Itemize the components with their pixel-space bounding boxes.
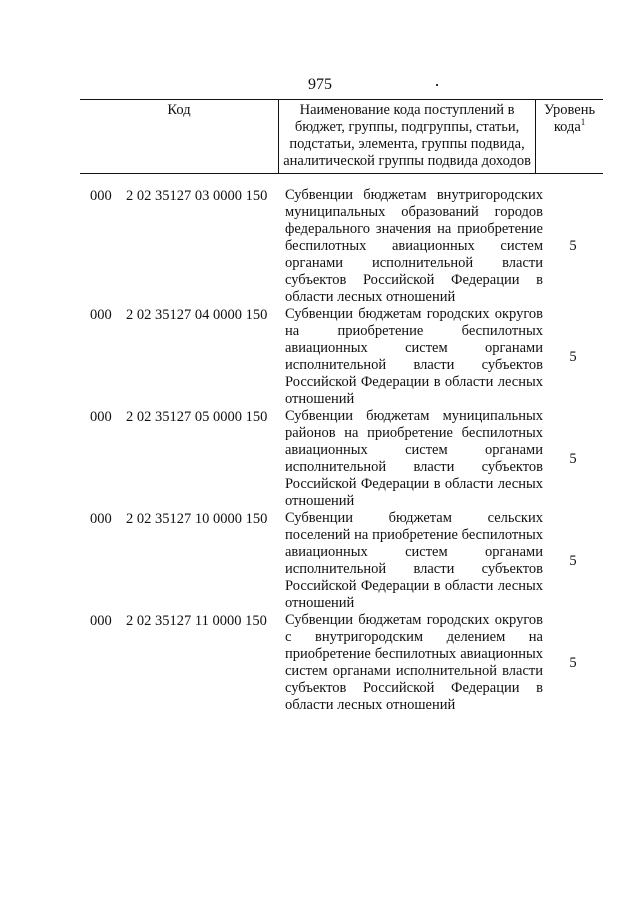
revenue-code: 2 02 35127 03 0000 150	[126, 188, 268, 204]
code-level: 5	[569, 238, 577, 254]
table-row	[90, 510, 603, 612]
admin-code: 000	[90, 409, 112, 425]
admin-code: 000	[90, 307, 112, 323]
header-level	[536, 100, 603, 174]
revenue-name: Субвенции бюджетам городских округов на приобретение беспилотных авиационных систем органами исполнительной власти субъектов Российской Федерации в области лесных отношений	[285, 306, 543, 407]
revenue-name: Субвенции бюджетам внутригородских муниципальных образований городов федерального значения на приобретение беспилотных авиационных систем органами исполнительной власти субъектов Российской Федерации в области лесных отношений	[285, 187, 543, 305]
revenue-code: 2 02 35127 05 0000 150	[126, 409, 268, 425]
admin-code: 000	[90, 613, 112, 629]
revenue-code: 2 02 35127 10 0000 150	[126, 511, 268, 527]
scan-speck	[436, 84, 438, 86]
page-number: 975	[308, 76, 332, 93]
admin-code: 000	[90, 511, 112, 527]
revenue-code: 2 02 35127 04 0000 150	[126, 307, 268, 323]
revenue-code: 2 02 35127 11 0000 150	[126, 613, 267, 629]
table-row	[90, 306, 603, 408]
header-name: Наименование кода поступлений в бюджет, группы, подгруппы, статьи, подстатьи, элемента, группы подвида, аналитической группы подвида доходов	[279, 100, 536, 174]
revenue-name: Субвенции бюджетам городских округов с внутригородским делением на приобретение беспилотных авиационных систем органами исполнительной власти субъектов Российской Федерации в области лесных отношений	[285, 612, 543, 713]
table-body	[90, 187, 603, 714]
code-level: 5	[569, 552, 577, 569]
header-level-label: Уровень кода	[544, 102, 596, 135]
header-code: Код	[80, 100, 279, 174]
admin-code: 000	[90, 188, 112, 204]
code-level: 5	[569, 348, 577, 365]
table-row	[90, 187, 603, 306]
table-row	[90, 612, 603, 714]
revenue-name: Субвенции бюджетам муниципальных районов на приобретение беспилотных авиационных систем органами исполнительной власти субъектов Российской Федерации в области лесных отношений	[285, 408, 543, 509]
table-header	[80, 99, 603, 174]
revenue-name: Субвенции бюджетам сельских поселений на приобретение беспилотных авиационных систем органами исполнительной власти субъектов Российской Федерации в области лесных отношений	[285, 510, 543, 611]
footnote-marker: 1	[580, 117, 586, 128]
code-level: 5	[569, 450, 577, 467]
table-row	[90, 408, 603, 510]
code-level: 5	[569, 654, 577, 671]
